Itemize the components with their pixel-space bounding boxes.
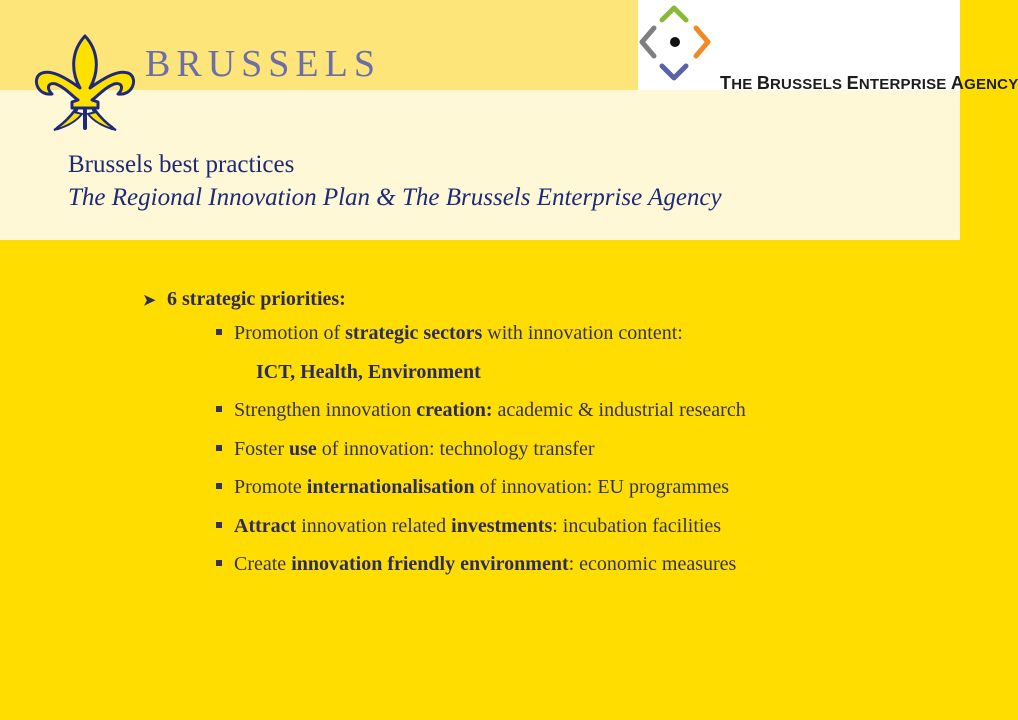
list-item-text: Attract	[234, 514, 297, 537]
title-line: Brussels best practices	[68, 151, 295, 178]
list-item	[216, 438, 936, 477]
list-item-text: of innovation: EU programmes	[474, 476, 729, 498]
subtitle-line: The Regional Innovation Plan & The Brussels Enterprise Agency	[68, 184, 722, 211]
list-item-text: creation:	[416, 399, 493, 421]
list-item-text: : incubation facilities	[552, 514, 722, 537]
city-wordmark: BRUSSELS	[145, 43, 381, 85]
list-item	[216, 399, 936, 438]
arrow-bullet-icon: ➤	[143, 293, 156, 309]
list-item-text: academic & industrial research	[492, 399, 746, 421]
list-item	[216, 476, 936, 515]
priority-list	[216, 322, 936, 592]
list-item-text: Foster	[234, 437, 289, 460]
square-bullet-icon	[216, 483, 222, 489]
square-bullet-icon	[216, 560, 222, 566]
list-item-text: innovation friendly environment	[291, 553, 569, 575]
agency-logo	[638, 0, 1018, 93]
list-item-text: innovation related	[296, 514, 452, 537]
list-item-text: use	[289, 437, 317, 460]
list-item	[216, 553, 936, 592]
square-bullet-icon	[216, 445, 222, 451]
list-item-text: : economic measures	[568, 553, 737, 575]
list-item-text: investments	[451, 514, 553, 537]
square-bullet-icon	[216, 406, 222, 412]
section-heading-text: 6 strategic priorities:	[167, 288, 346, 310]
list-item-text: with innovation content:	[482, 322, 683, 344]
brussels-iris-icon	[30, 28, 140, 133]
list-item	[216, 361, 936, 400]
square-bullet-icon	[216, 329, 222, 335]
agency-name: THE BRUSSELS ENTERPRISE AGENCY	[720, 73, 1018, 93]
list-item	[216, 322, 936, 361]
section-heading	[143, 288, 346, 311]
list-item-text: Create	[234, 553, 292, 575]
list-item-text: strategic sectors	[345, 322, 483, 344]
list-item-text: of innovation: technology transfer	[316, 437, 595, 460]
page-title	[68, 148, 722, 214]
agency-diamond-icon	[638, 0, 728, 90]
list-item-text: Promote	[234, 476, 307, 498]
list-item-text: Promotion of	[234, 322, 346, 344]
list-item-text: Strengthen innovation	[234, 399, 417, 421]
square-bullet-icon	[216, 522, 222, 528]
list-item	[216, 515, 936, 554]
list-item-text: internationalisation	[306, 476, 475, 498]
list-item-text: ICT, Health, Environment	[256, 360, 481, 383]
